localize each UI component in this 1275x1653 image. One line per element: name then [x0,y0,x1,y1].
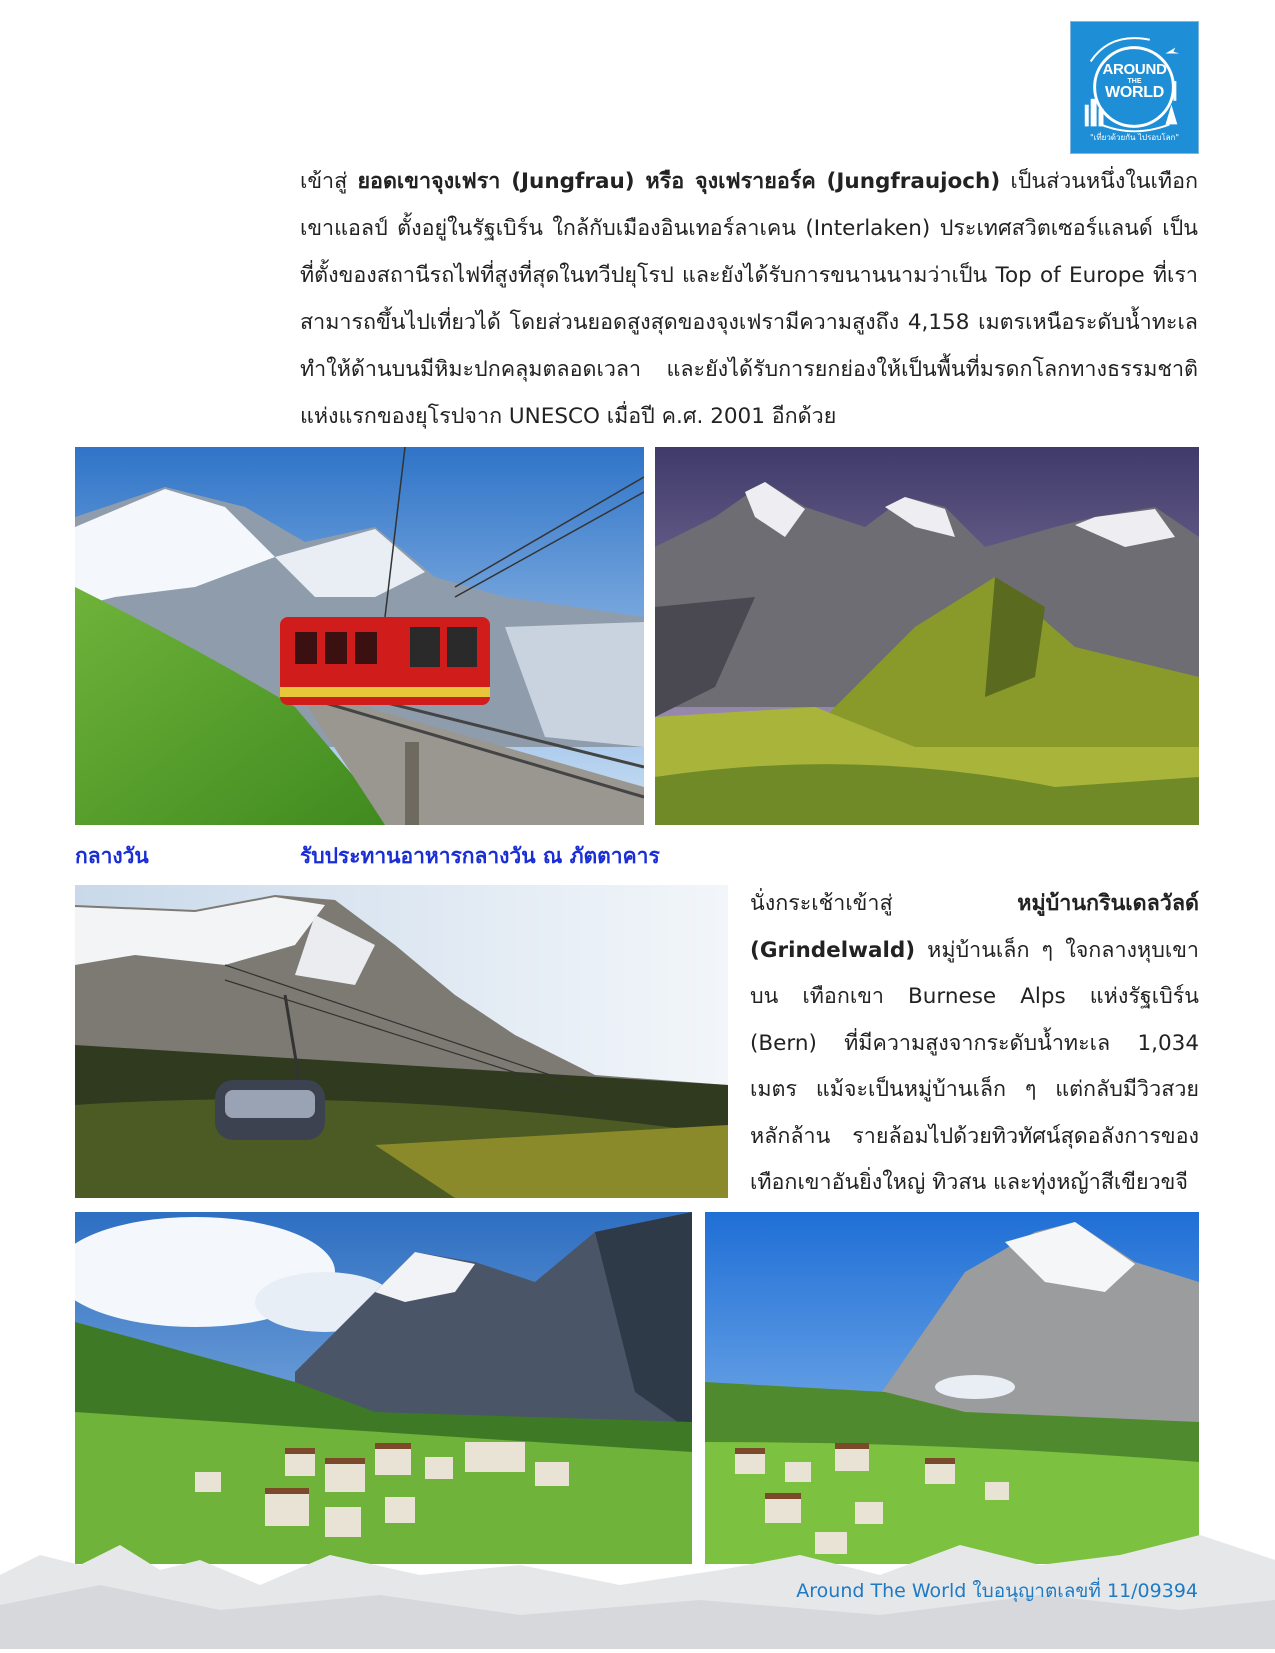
photo-jungfrau-train [75,447,644,825]
photo-eiger-mountains [655,447,1199,825]
photo-wetterhorn-village [705,1212,1199,1564]
lunch-description: รับประทานอาหารกลางวัน ณ ภัตตาคาร [300,844,660,868]
footer-brand: Around The World [796,1580,967,1602]
footer-license-number: ใบอนุญาตเลขที่ 11/09394 [966,1580,1198,1602]
jungfrau-description [300,158,1198,440]
lunch-time-label: กลางวัน [75,844,149,868]
intro-bold-name: ยอดเขาจุงเฟรา (Jungfrau) หรือ จุงเฟรายอร์ค (Jungfraujoch) [357,169,1001,194]
intro-body: เป็นส่วนหนึ่งในเทือกเขาแอลป์ ตั้งอยู่ในรัฐเบิร์น ใกล้กับเมืองอินเทอร์ลาเคน (Interlaken) ประเทศสวิตเซอร์แลนด์ เป็นที่ตั้งของสถานีรถไฟที่สูงที่สุดในทวีปยุโรป และยังได้รับการขนานนามว่าเป็น Top of Europe ที่เราสามารถขึ้นไปเที่ยวได้ โดยส่วนยอดสูงสุดของจุงเฟรามีความสูงถึง 4,158 เมตรเหนือระดับน้ำทะเล ทำให้ด้านบนมีหิมะปกคลุมตลอดเวลา และยังได้รับการยกย่องให้เป็นพื้นที่มรดกโลกทางธรรมชาติแห่งแรกของยุโรปจาก UNESCO เมื่อปี ค.ศ. 2001 อีกด้วย [300,169,1198,429]
photo-grindelwald-village [75,1212,692,1564]
footer-license [796,1577,1198,1605]
logo-text-around: AROUND [1102,61,1167,78]
photo-cable-car [75,885,728,1198]
grindelwald-description [750,881,1199,1207]
company-logo [1070,21,1199,154]
logo-tagline: "เที่ยวด้วยกัน ไปรอบโลก" [1089,133,1180,142]
intro-lead: เข้าสู่ [300,169,358,194]
grin-bold-name: หมู่บ้านกรินเดลวัลด์ (Grindelwald) [750,891,1199,963]
logo-text-the: THE [1127,78,1142,85]
grin-body: หมู่บ้านเล็ก ๆ ใจกลางหุบเขา บน เทือกเขา Burnese Alps แห่งรัฐเบิร์น (Bern) ที่มีความสูงจากระดับน้ำทะเล 1,034 เมตร แม้จะเป็นหมู่บ้านเล็ก ๆ แต่กลับมีวิวสวยหลักล้าน รายล้อมไปด้วยทิวทัศน์สุดอลังการของเทือกเขาอันยิ่งใหญ่ ทิวสน และทุ่งหญ้าสีเขียวขจี [750,937,1199,1195]
logo-text-world: WORLD [1105,84,1164,101]
grin-lead: นั่งกระเช้าเข้าสู่ [750,891,1018,916]
